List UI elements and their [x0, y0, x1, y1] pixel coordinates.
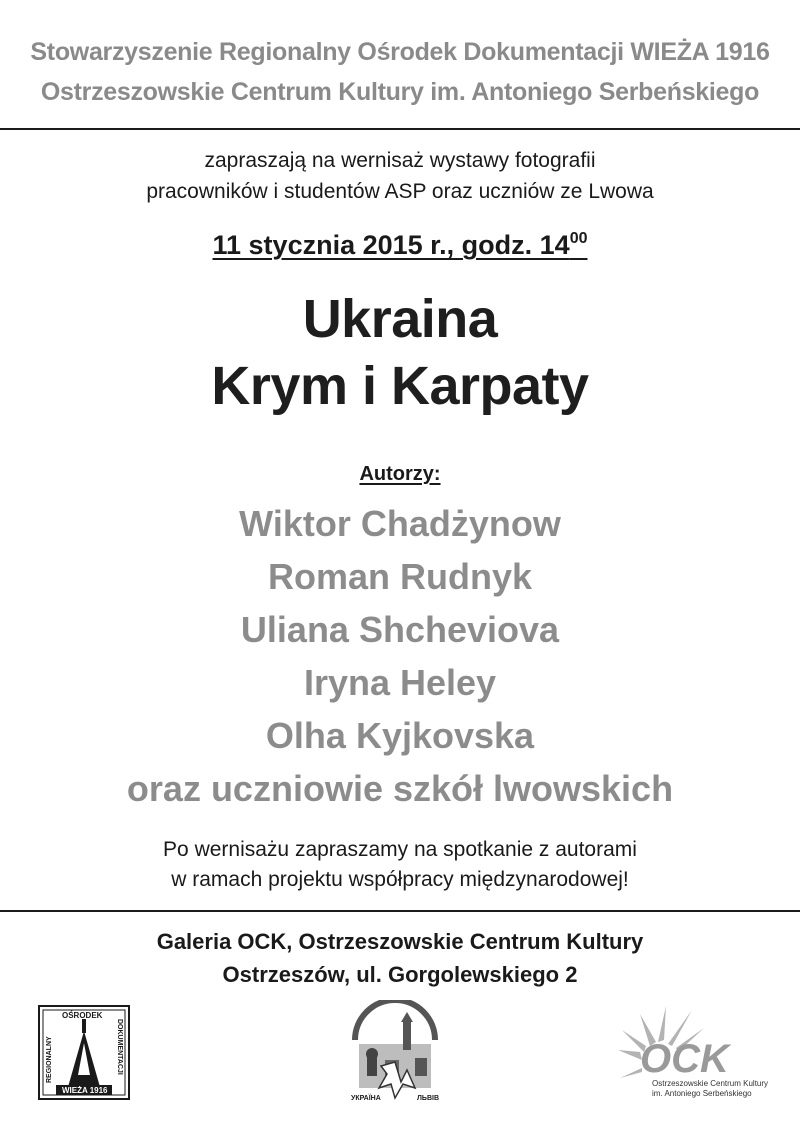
top-divider [0, 128, 800, 130]
ock-logo [612, 1000, 772, 1110]
author-others: oraz uczniowie szkół lwowskich [126, 768, 674, 809]
author-name: Olha Kyjkovska [265, 715, 535, 756]
ock-mark: OCK [640, 1037, 729, 1081]
wieza-logo [38, 1005, 130, 1100]
author-name: Roman Rudnyk [267, 556, 533, 597]
lviv-left-text: УКРАЇНА [351, 1095, 381, 1102]
event-date-text: 11 stycznia 2015 r., godz. $14^{00}$ [212, 230, 588, 260]
wieza-left-text: REGIONALNY [46, 1036, 53, 1083]
wieza-bottom-text: WIEŻA 1916 [62, 1086, 108, 1095]
intro-line-1: zapraszają na wernisaż wystawy fotografii [204, 149, 596, 172]
ock-name-line-1: Ostrzeszowskie Centrum Kultury [652, 1079, 769, 1088]
venue-line-1: Galeria OCK, Ostrzeszowskie Centrum Kultury [156, 929, 644, 954]
ock-emblem [612, 1000, 772, 1110]
invite-line-1: Po wernisażu zapraszamy na spotkanie z autorami [163, 838, 637, 861]
author-name: Iryna Heley [303, 662, 497, 703]
invite-line-2: w ramach projektu współpracy międzynarodowej! [171, 868, 629, 891]
author-name: Wiktor Chadżynow [239, 503, 561, 544]
intro-line-2: pracowników i studentów ASP oraz uczniów ze Lwowa [146, 180, 654, 203]
author-name: Uliana Shcheviova [240, 609, 560, 650]
wieza-right-text: DOKUMENTACJI [116, 1019, 123, 1075]
wieza-top-text: OŚRODEK [62, 1011, 103, 1020]
bottom-divider [0, 910, 800, 912]
organizer-line-2: Ostrzeszowskie Centrum Kultury im. Antoniego Serbeńskiego [40, 78, 760, 106]
lviv-right-text: ЛЬВІВ [417, 1095, 439, 1102]
title-line-1: Ukraina [302, 289, 498, 349]
wieza-emblem [38, 1005, 130, 1100]
venue-line-2: Ostrzeszów, ul. Gorgolewskiego 2 [222, 962, 578, 987]
ock-name-line-2: im. Antoniego Serbeńskiego [652, 1089, 752, 1098]
lviv-emblem [345, 1000, 445, 1108]
organizer-line-1: Stowarzyszenie Regionalny Ośrodek Dokumentacji WIEŻA 1916 [30, 38, 770, 66]
authors-label: Autorzy: [359, 463, 441, 485]
event-date-minutes: 00 [569, 230, 588, 247]
lviv-logo [345, 1000, 445, 1108]
title-line-2: Krym i Karpaty [211, 356, 589, 416]
event-date [0, 230, 800, 261]
